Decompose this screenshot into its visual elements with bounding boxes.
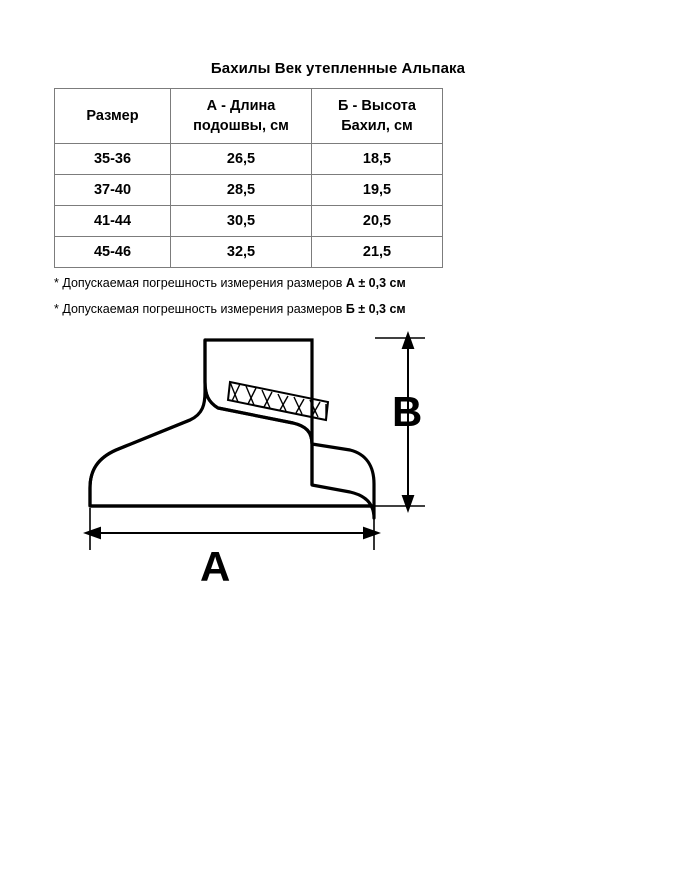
cell-size: 45-46 [55,237,171,268]
boot-outline-icon [90,340,374,518]
cell-boot-height: 21,5 [312,237,443,268]
cell-size: 41-44 [55,206,171,237]
column-header-size: Размер [55,89,171,144]
note-tolerance-a: * Допускаемая погрешность измерения размеров А ± 0,3 см [54,276,406,290]
size-chart-table [54,88,443,268]
column-header-sole-length: А - Длина подошвы, см [171,89,312,144]
cell-size: 37-40 [55,175,171,206]
boot-top-path [205,340,312,444]
table-row [55,206,443,237]
cell-sole-length: 28,5 [171,175,312,206]
boot-toe-path [90,420,190,506]
notes-block [54,270,554,322]
dimension-label-height: B [392,388,423,435]
boot-diagram-svg [50,320,520,600]
table-body [55,144,443,268]
table-header [55,89,443,144]
cell-boot-height: 18,5 [312,144,443,175]
cell-size: 35-36 [55,144,171,175]
dimension-label-length: A [200,543,231,590]
boot-diagram [50,320,520,600]
cell-sole-length: 26,5 [171,144,312,175]
note-tolerance-b: * Допускаемая погрешность измерения размеров Б ± 0,3 см [54,302,406,316]
table-row [55,175,443,206]
cell-boot-height: 20,5 [312,206,443,237]
table-row [55,144,443,175]
cell-sole-length: 30,5 [171,206,312,237]
table-header-row [55,89,443,144]
cell-boot-height: 19,5 [312,175,443,206]
column-header-boot-height: Б - Высота Бахил, см [312,89,443,144]
page-title: Бахилы Век утепленные Альпака [210,60,466,77]
cell-sole-length: 32,5 [171,237,312,268]
length-dimension-arrow-icon [86,508,378,550]
table-row [55,237,443,268]
